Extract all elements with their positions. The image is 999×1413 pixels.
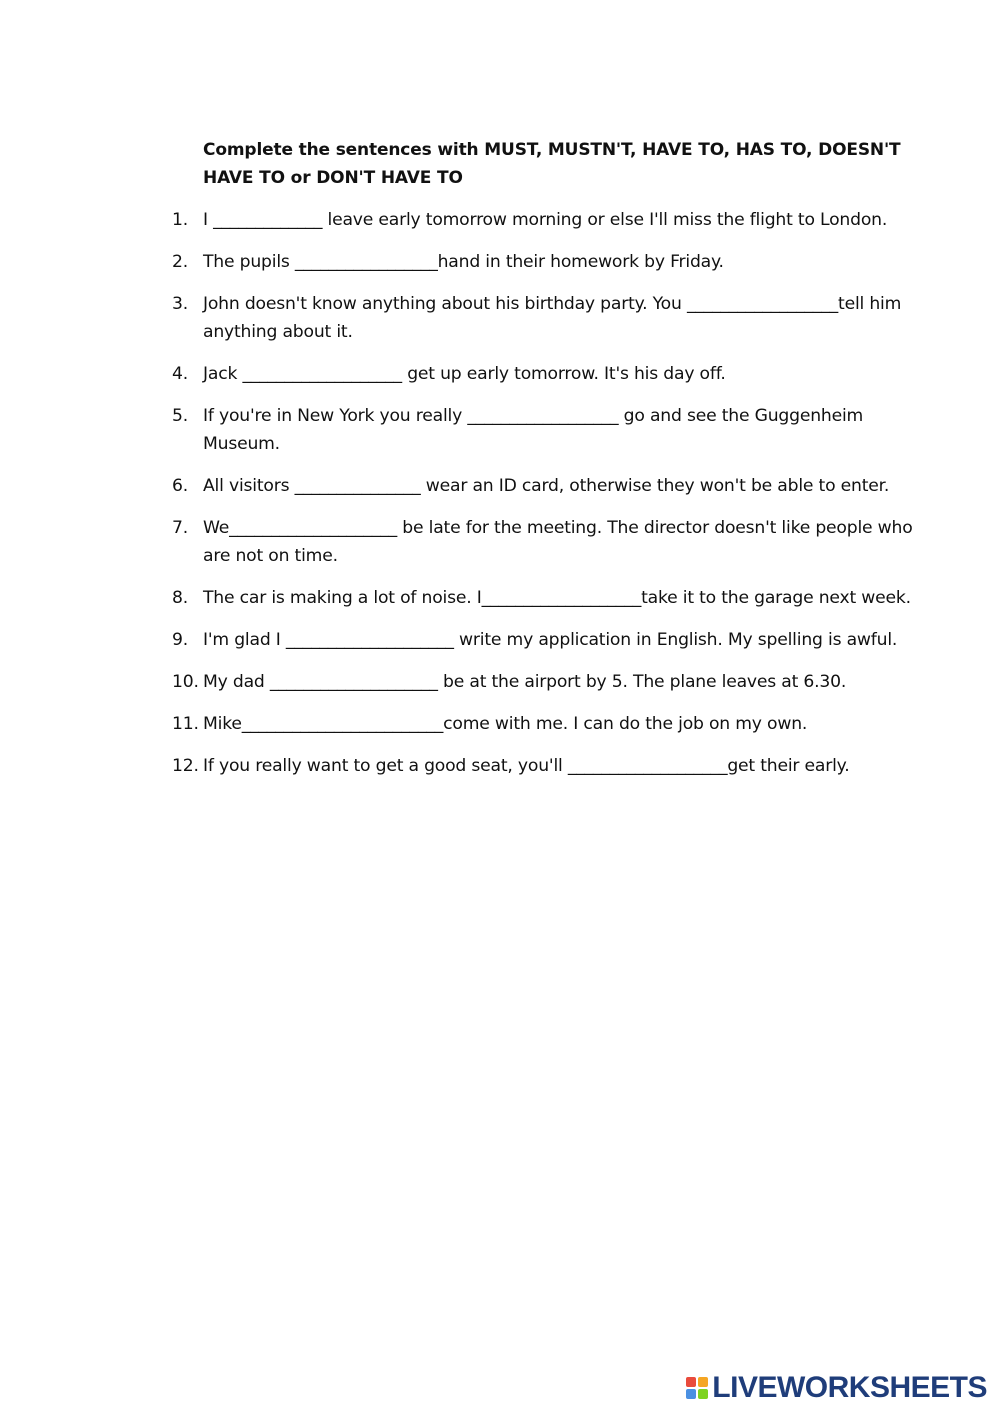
item-sentence: All visitors _______________ wear an ID card, otherwise they won't be able to enter. [203, 476, 890, 496]
exercise-item-9 [172, 626, 922, 654]
item-sentence: Mike________________________come with me. I can do the job on my own. [203, 714, 808, 734]
exercise-list [172, 206, 922, 794]
exercise-item-3 [172, 290, 922, 346]
logo-square-red [686, 1377, 696, 1387]
item-sentence: I _____________ leave early tomorrow morning or else I'll miss the flight to London. [203, 210, 888, 230]
item-sentence: We____________________ be late for the meeting. The director doesn't like people who are not on time. [203, 518, 913, 566]
exercise-item-1 [172, 206, 922, 234]
item-number: 8. [172, 588, 188, 608]
exercise-item-8 [172, 584, 922, 612]
exercise-item-12 [172, 752, 922, 780]
item-sentence: John doesn't know anything about his birthday party. You __________________tell him anything about it. [203, 294, 902, 342]
item-number: 5. [172, 406, 188, 426]
logo-square-orange [698, 1377, 708, 1387]
item-number: 1. [172, 210, 188, 230]
item-number: 4. [172, 364, 188, 384]
logo-icon [686, 1377, 708, 1399]
item-sentence: The pupils _________________hand in their homework by Friday. [203, 252, 724, 272]
item-number: 7. [172, 518, 188, 538]
item-number: 10. [172, 672, 199, 692]
exercise-item-6 [172, 472, 922, 500]
exercise-item-4 [172, 360, 922, 388]
exercise-item-10 [172, 668, 922, 696]
item-sentence: If you really want to get a good seat, you'll ___________________get their early. [203, 756, 850, 776]
item-sentence: The car is making a lot of noise. I___________________take it to the garage next week. [203, 588, 911, 608]
item-number: 12. [172, 756, 199, 776]
instructions-heading: Complete the sentences with MUST, MUSTN'T, HAVE TO, HAS TO, DOESN'T HAVE TO or DON'T HAVE TO [203, 140, 901, 188]
item-number: 2. [172, 252, 188, 272]
item-number: 11. [172, 714, 199, 734]
item-number: 6. [172, 476, 188, 496]
logo-wordmark: LIVEWORKSHEETS [712, 1371, 987, 1404]
exercise-item-7 [172, 514, 922, 570]
item-sentence: Jack ___________________ get up early tomorrow. It's his day off. [203, 364, 726, 384]
exercise-item-11 [172, 710, 922, 738]
logo-square-blue [686, 1389, 696, 1399]
exercise-item-5 [172, 402, 922, 458]
item-number: 9. [172, 630, 188, 650]
liveworksheets-logo [686, 1372, 987, 1404]
exercise-item-2 [172, 248, 922, 276]
item-number: 3. [172, 294, 188, 314]
item-sentence: I'm glad I ____________________ write my application in English. My spelling is awful. [203, 630, 898, 650]
item-sentence: If you're in New York you really __________________ go and see the Guggenheim Museum. [203, 406, 864, 454]
logo-square-green [698, 1389, 708, 1399]
item-sentence: My dad ____________________ be at the airport by 5. The plane leaves at 6.30. [203, 672, 847, 692]
